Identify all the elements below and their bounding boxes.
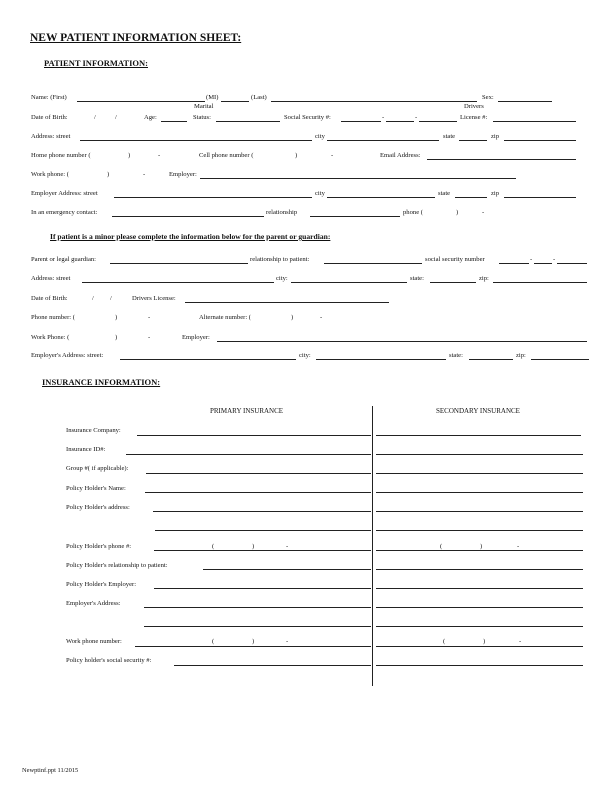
sex-field[interactable] <box>498 101 552 102</box>
address-street-label: Address: street <box>31 133 71 140</box>
zip-field[interactable] <box>504 140 576 141</box>
primary-company-field[interactable] <box>137 435 371 436</box>
guardian-alternate-label: Alternate number: ( <box>199 314 251 321</box>
primary-work-phone-dash: - <box>286 638 289 645</box>
guardian-phone-label: Phone number: ( <box>31 314 75 321</box>
employer-city-label: city <box>315 190 325 197</box>
guardian-ssn-field-2[interactable] <box>534 263 552 264</box>
employer-label: Employer: <box>169 171 197 178</box>
secondary-work-phone-open: ( <box>443 638 446 645</box>
guardian-state-label: state: <box>410 275 424 282</box>
ins-work-phone-label: Work phone number: <box>66 638 122 645</box>
guardian-work-phone-paren: ) <box>115 334 118 341</box>
primary-holder-ssn-field[interactable] <box>174 665 371 666</box>
emergency-relationship-field[interactable] <box>310 216 400 217</box>
guardian-dob-slash-2: / <box>110 295 112 302</box>
guardian-license-field[interactable] <box>185 302 389 303</box>
cell-phone-label: Cell phone number ( <box>199 152 254 159</box>
work-phone-label: Work phone: ( <box>31 171 69 178</box>
primary-holder-phone-close: ) <box>252 543 255 550</box>
employer-address-field[interactable] <box>114 197 312 198</box>
first-name-field[interactable] <box>77 101 205 102</box>
last-name-label: (Last) <box>251 94 267 101</box>
guardian-ssn-sep-1: - <box>530 256 533 263</box>
emergency-relationship-label: relationship <box>266 209 298 216</box>
secondary-holder-address-field-2[interactable] <box>376 530 583 531</box>
secondary-holder-phone-close: ) <box>480 543 483 550</box>
license-field[interactable] <box>493 121 576 122</box>
guardian-state-field[interactable] <box>430 282 476 283</box>
employer-address-ins-label: Employer's Address: <box>66 600 121 607</box>
guardian-zip-field[interactable] <box>493 282 587 283</box>
guardian-employer-state-field[interactable] <box>469 359 513 360</box>
cell-phone-dash: - <box>331 152 334 159</box>
primary-holder-employer-field[interactable] <box>154 588 371 589</box>
cell-phone-paren: ) <box>295 152 298 159</box>
secondary-holder-phone-open: ( <box>440 543 443 550</box>
secondary-group-field[interactable] <box>376 473 583 474</box>
dob-label: Date of Birth: <box>31 114 68 121</box>
home-phone-paren: ) <box>128 152 131 159</box>
age-label: Age: <box>144 114 157 121</box>
insurance-company-label: Insurance Company: <box>66 427 121 434</box>
emergency-phone-paren: ) <box>456 209 459 216</box>
guardian-dob-slash-1: / <box>92 295 94 302</box>
guardian-alternate-dash: - <box>320 314 323 321</box>
holder-name-label: Policy Holder's Name: <box>66 485 126 492</box>
employer-zip-label: zip <box>491 190 500 197</box>
secondary-holder-phone-dash: - <box>517 543 520 550</box>
insurance-column-divider <box>372 406 373 686</box>
marital-label: Marital <box>194 103 214 110</box>
emergency-phone-dash: - <box>482 209 485 216</box>
secondary-employer-address-field-1[interactable] <box>376 607 583 608</box>
license-label: License #: <box>460 114 488 121</box>
employer-address-label: Employer Address: street <box>31 190 98 197</box>
holder-address-label: Policy Holder's address: <box>66 504 130 511</box>
employer-city-field[interactable] <box>327 197 435 198</box>
guardian-ssn-sep-2: - <box>553 256 556 263</box>
footer-revision: Newptinf.ppt 11/2015 <box>22 767 79 774</box>
state-field[interactable] <box>459 140 487 141</box>
ssn-sep-1: - <box>382 114 385 121</box>
guardian-license-label: Drivers License: <box>132 295 176 302</box>
middle-initial-label: (MI) <box>206 94 219 101</box>
employer-zip-field[interactable] <box>504 197 576 198</box>
secondary-holder-name-field[interactable] <box>376 492 583 493</box>
guardian-employer-state-label: state: <box>449 352 463 359</box>
employer-state-label: state <box>438 190 451 197</box>
parent-guardian-field[interactable] <box>110 263 248 264</box>
guardian-work-phone-label: Work Phone: ( <box>31 334 70 341</box>
primary-holder-address-field-2[interactable] <box>155 530 371 531</box>
primary-holder-phone-open: ( <box>212 543 215 550</box>
home-phone-label: Home phone number ( <box>31 152 91 159</box>
work-phone-dash: - <box>143 171 146 178</box>
primary-id-field[interactable] <box>126 454 371 455</box>
guardian-ssn-field-1[interactable] <box>499 263 529 264</box>
secondary-company-field[interactable] <box>376 435 581 436</box>
guardian-work-phone-dash: - <box>148 334 151 341</box>
insurance-section-heading: INSURANCE INFORMATION: <box>42 377 161 387</box>
ssn-sep-2: - <box>415 114 418 121</box>
ssn-field-3[interactable] <box>419 121 457 122</box>
holder-employer-label: Policy Holder's Employer: <box>66 581 137 588</box>
primary-holder-phone-dash: - <box>286 543 289 550</box>
page-title: NEW PATIENT INFORMATION SHEET: <box>30 32 242 44</box>
holder-relationship-label: Policy Holder's relationship to patient: <box>66 562 168 569</box>
guardian-alternate-paren: ) <box>291 314 294 321</box>
primary-group-field[interactable] <box>146 473 371 474</box>
primary-holder-address-field-1[interactable] <box>153 511 371 512</box>
dob-slash-2: / <box>115 114 117 121</box>
guardian-employer-city-label: city: <box>299 352 311 359</box>
primary-holder-name-field[interactable] <box>145 492 371 493</box>
holder-ssn-label: Policy holder's social security #: <box>66 657 152 664</box>
primary-employer-address-field-1[interactable] <box>144 607 371 608</box>
work-phone-paren: ) <box>107 171 110 178</box>
primary-work-phone-close: ) <box>252 638 255 645</box>
guardian-address-field[interactable] <box>82 282 274 283</box>
secondary-work-phone-close: ) <box>483 638 486 645</box>
guardian-employer-field[interactable] <box>217 341 587 342</box>
middle-initial-field[interactable] <box>221 101 249 102</box>
employer-field[interactable] <box>200 178 516 179</box>
secondary-employer-address-field-2[interactable] <box>376 626 583 627</box>
secondary-holder-relationship-field[interactable] <box>376 569 583 570</box>
guardian-employer-zip-field[interactable] <box>531 359 589 360</box>
guardian-phone-dash: - <box>148 314 151 321</box>
age-field[interactable] <box>161 121 187 122</box>
secondary-holder-employer-field[interactable] <box>376 588 583 589</box>
email-field[interactable] <box>427 159 576 160</box>
secondary-work-phone-field[interactable] <box>376 646 583 647</box>
first-name-label: Name: (First) <box>31 94 67 101</box>
guardian-zip-label: zip: <box>479 275 489 282</box>
ssn-label: Social Security #: <box>284 114 331 121</box>
secondary-insurance-header: SECONDARY INSURANCE <box>436 407 520 415</box>
parent-guardian-label: Parent or legal guardian: <box>31 256 96 263</box>
drivers-label: Drivers <box>464 103 484 110</box>
secondary-holder-ssn-field[interactable] <box>376 665 583 666</box>
guardian-address-label: Address: street <box>31 275 71 282</box>
marital-status-field[interactable] <box>216 121 280 122</box>
home-phone-dash: - <box>158 152 161 159</box>
guardian-employer-zip-label: zip: <box>516 352 526 359</box>
sex-label: Sex: <box>482 94 494 101</box>
guardian-dob-label: Date of Birth: <box>31 295 68 302</box>
employer-state-field[interactable] <box>455 197 487 198</box>
primary-employer-address-field-2[interactable] <box>144 626 371 627</box>
guardian-relationship-label: relationship to patient: <box>250 256 310 263</box>
guardian-employer-address-label: Employer's Address: street: <box>31 352 104 359</box>
primary-holder-phone-field[interactable] <box>154 550 371 551</box>
zip-label: zip <box>491 133 500 140</box>
address-street-field[interactable] <box>80 140 312 141</box>
secondary-holder-address-field-1[interactable] <box>376 511 583 512</box>
secondary-id-field[interactable] <box>376 454 583 455</box>
ssn-field-2[interactable] <box>386 121 414 122</box>
emergency-contact-field[interactable] <box>112 216 264 217</box>
primary-insurance-header: PRIMARY INSURANCE <box>210 407 284 415</box>
guardian-ssn-field-3[interactable] <box>557 263 587 264</box>
guardian-section-heading: If patient is a minor please complete the information below for the parent or guardian: <box>50 232 331 241</box>
email-label: Email Address: <box>380 152 421 159</box>
guardian-employer-label: Employer: <box>182 334 210 341</box>
guardian-employer-address-field[interactable] <box>120 359 296 360</box>
group-number-label: Group #( if applicable): <box>66 465 129 472</box>
guardian-employer-city-field[interactable] <box>316 359 446 360</box>
patient-section-heading: PATIENT INFORMATION: <box>44 58 148 68</box>
insurance-id-label: Insurance ID#: <box>66 446 106 453</box>
primary-work-phone-field[interactable] <box>135 646 371 647</box>
last-name-field[interactable] <box>271 101 477 102</box>
secondary-work-phone-dash: - <box>519 638 522 645</box>
city-field[interactable] <box>327 140 439 141</box>
guardian-ssn-label: social security number <box>425 256 485 263</box>
ssn-field-1[interactable] <box>341 121 381 122</box>
guardian-phone-paren: ) <box>115 314 118 321</box>
emergency-contact-label: In an emergency contact: <box>31 209 98 216</box>
primary-work-phone-open: ( <box>212 638 215 645</box>
guardian-relationship-field[interactable] <box>324 263 422 264</box>
emergency-phone-label: phone ( <box>403 209 423 216</box>
guardian-city-label: city: <box>276 275 288 282</box>
holder-phone-label: Policy Holder's phone #: <box>66 543 132 550</box>
marital-status-label: Status: <box>193 114 211 121</box>
city-label: city <box>315 133 325 140</box>
primary-holder-relationship-field[interactable] <box>203 569 371 570</box>
dob-slash-1: / <box>94 114 96 121</box>
guardian-city-field[interactable] <box>291 282 407 283</box>
state-label: state <box>443 133 456 140</box>
